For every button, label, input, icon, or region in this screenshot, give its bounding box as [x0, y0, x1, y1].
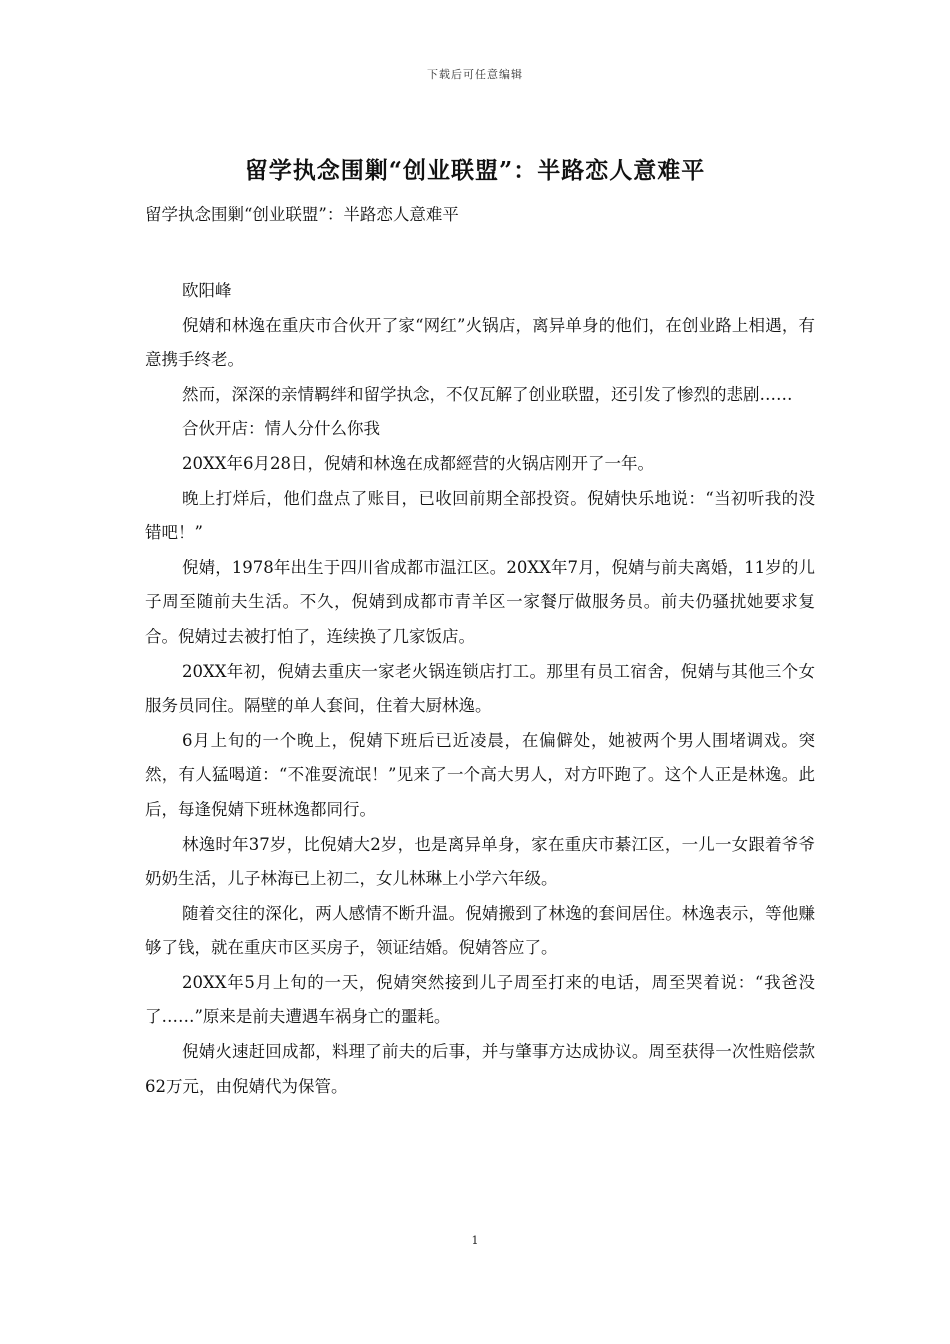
author-line: 欧阳峰	[182, 281, 232, 300]
document-title: 留学执念围剿“创业联盟”：半路恋人意难平	[244, 157, 706, 184]
body-paragraph: 6月上旬的一个晚上，倪婧下班后已近凌晨，在偏僻处，她被两个男人围堵调戏。突然，有人猛喝道：“不准耍流氓！”见来了一个高大男人，对方吓跑了。这个人正是林逸。此后，每逢倪婧下班林逸都同行。	[145, 730, 815, 819]
body-paragraph: 然而，深深的亲情羁绊和留学执念，不仅瓦解了创业联盟，还引发了惨烈的悲剧……	[182, 384, 793, 404]
body-paragraph: 倪婧火速赶回成都，料理了前夫的后事，并与肇事方达成协议。周至获得一次性赔偿款62万元，由倪婧代为保管。	[145, 1042, 815, 1096]
body-paragraph: 随着交往的深化，两人感情不断升温。倪婧搬到了林逸的套间居住。林逸表示，等他赚够了钱，就在重庆市区买房子，领证结婚。倪婧答应了。	[145, 903, 815, 958]
body-paragraph: 晚上打烊后，他们盘点了账目，已收回前期全部投资。倪婧快乐地说：“当初听我的没错吧！”	[145, 488, 815, 543]
body-paragraph: 20XX年5月上旬的一天，倪婧突然接到儿子周至打来的电话，周至哭着说：“我爸没了……”原来是前夫遭遇车祸身亡的噩耗。	[145, 972, 815, 1027]
document-subtitle: 留学执念围剿“创业联盟”：半路恋人意难平	[145, 205, 459, 224]
document-body	[145, 274, 815, 1104]
body-paragraph: 林逸时年37岁，比倪婧大2岁，也是离异单身，家在重庆市綦江区，一儿一女跟着爷爷奶奶生活，儿子林海已上初二，女儿林琳上小学六年级。	[145, 834, 815, 889]
body-paragraph: 20XX年初，倪婧去重庆一家老火锅连锁店打工。那里有员工宿舍，倪婧与其他三个女服务员同住。隔壁的单人套间，住着大厨林逸。	[145, 661, 815, 716]
page-number: 1	[471, 1234, 479, 1247]
body-paragraph: 倪婧和林逸在重庆市合伙开了家“网红”火锅店，离异单身的他们，在创业路上相遇，有意携手终老。	[145, 315, 815, 370]
header-note: 下载后可任意编辑	[427, 68, 523, 81]
body-paragraph: 倪婧，1978年出生于四川省成都市温江区。20XX年7月，倪婧与前夫离婚，11岁的儿子周至随前夫生活。不久，倪婧到成都市青羊区一家餐厅做服务员。前夫仍骚扰她要求复合。倪婧过去被打怕了，连续换了几家饭店。	[145, 557, 815, 646]
body-paragraph: 20XX年6月28日，倪婧和林逸在成都經营的火锅店刚开了一年。	[182, 453, 654, 473]
section-heading: 合伙开店：情人分什么你我	[182, 419, 380, 439]
